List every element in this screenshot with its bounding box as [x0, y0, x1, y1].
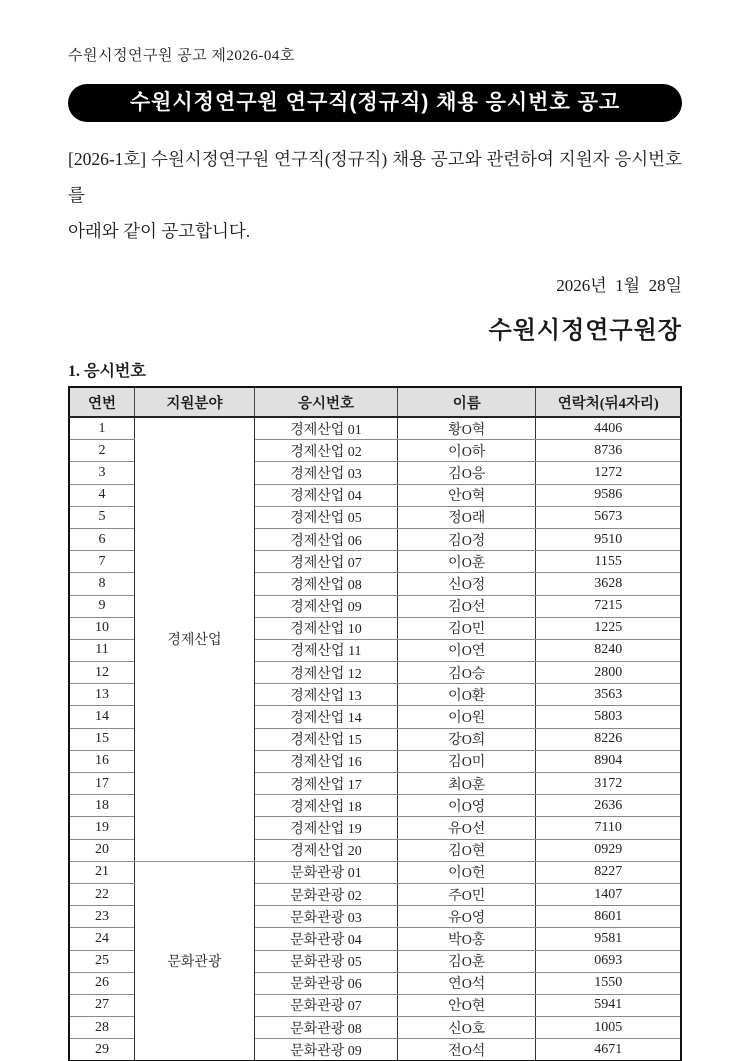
header-row-number: 연번 [69, 387, 134, 417]
header-name: 이름 [398, 387, 536, 417]
row-number-cell: 20 [69, 839, 134, 861]
section-title: 1. 응시번호 [68, 363, 146, 380]
name-cell: 이O영 [398, 795, 536, 817]
exam-number-cell: 경제산업 10 [254, 617, 397, 639]
row-number-cell: 29 [69, 1039, 134, 1061]
exam-number-cell: 경제산업 17 [254, 773, 397, 795]
name-cell: 유O선 [398, 817, 536, 839]
phone-cell: 1407 [536, 883, 681, 905]
name-cell: 주O민 [398, 883, 536, 905]
phone-cell: 7110 [536, 817, 681, 839]
row-number-cell: 18 [69, 795, 134, 817]
table-row [69, 417, 681, 440]
phone-cell: 3563 [536, 684, 681, 706]
row-number-cell: 27 [69, 994, 134, 1016]
row-number-cell: 2 [69, 440, 134, 462]
exam-number-cell: 문화관광 09 [254, 1039, 397, 1061]
name-cell: 강O희 [398, 728, 536, 750]
phone-cell: 3172 [536, 773, 681, 795]
phone-cell: 8240 [536, 639, 681, 661]
exam-number-cell: 문화관광 04 [254, 928, 397, 950]
row-number-cell: 3 [69, 462, 134, 484]
row-number-cell: 8 [69, 573, 134, 595]
name-cell: 이O연 [398, 639, 536, 661]
row-number-cell: 5 [69, 506, 134, 528]
row-number-cell: 16 [69, 750, 134, 772]
row-number-cell: 14 [69, 706, 134, 728]
name-cell: 이O환 [398, 684, 536, 706]
exam-number-cell: 문화관광 02 [254, 883, 397, 905]
applicant-table [68, 386, 682, 1061]
exam-number-cell: 경제산업 11 [254, 639, 397, 661]
exam-number-cell: 경제산업 05 [254, 506, 397, 528]
row-number-cell: 11 [69, 639, 134, 661]
exam-number-cell: 문화관광 07 [254, 994, 397, 1016]
name-cell: 이O훈 [398, 551, 536, 573]
phone-cell: 5673 [536, 506, 681, 528]
row-number-cell: 26 [69, 972, 134, 994]
name-cell: 김O현 [398, 839, 536, 861]
applicant-table-body [69, 417, 681, 1061]
row-number-cell: 7 [69, 551, 134, 573]
phone-cell: 9581 [536, 928, 681, 950]
name-cell: 김O응 [398, 462, 536, 484]
name-cell: 황O혁 [398, 417, 536, 440]
exam-number-cell: 문화관광 08 [254, 1017, 397, 1039]
phone-cell: 2636 [536, 795, 681, 817]
row-number-cell: 24 [69, 928, 134, 950]
phone-cell: 1225 [536, 617, 681, 639]
header-phone: 연락처(뒤4자리) [536, 387, 681, 417]
phone-cell: 4671 [536, 1039, 681, 1061]
exam-number-cell: 경제산업 16 [254, 750, 397, 772]
field-group-cell: 경제산업 [134, 417, 254, 861]
phone-cell: 0929 [536, 839, 681, 861]
name-cell: 박O홍 [398, 928, 536, 950]
signer-title: 수원시정연구원장 [488, 318, 682, 344]
phone-cell: 5803 [536, 706, 681, 728]
phone-cell: 1155 [536, 551, 681, 573]
name-cell: 신O호 [398, 1017, 536, 1039]
phone-cell: 3628 [536, 573, 681, 595]
phone-cell: 2800 [536, 662, 681, 684]
exam-number-cell: 경제산업 13 [254, 684, 397, 706]
row-number-cell: 25 [69, 950, 134, 972]
row-number-cell: 10 [69, 617, 134, 639]
phone-cell: 9510 [536, 528, 681, 550]
name-cell: 유O영 [398, 906, 536, 928]
name-cell: 김O승 [398, 662, 536, 684]
exam-number-cell: 경제산업 06 [254, 528, 397, 550]
phone-cell: 8226 [536, 728, 681, 750]
row-number-cell: 28 [69, 1017, 134, 1039]
name-cell: 이O헌 [398, 861, 536, 883]
name-cell: 김O미 [398, 750, 536, 772]
row-number-cell: 15 [69, 728, 134, 750]
row-number-cell: 23 [69, 906, 134, 928]
phone-cell: 0693 [536, 950, 681, 972]
document-content [68, 0, 682, 1061]
exam-number-cell: 경제산업 04 [254, 484, 397, 506]
notice-number: 수원시정연구원 공고 제2026-04호 [68, 48, 295, 64]
name-cell: 연O석 [398, 972, 536, 994]
name-cell: 정O래 [398, 506, 536, 528]
row-number-cell: 4 [69, 484, 134, 506]
exam-number-cell: 경제산업 02 [254, 440, 397, 462]
exam-number-cell: 경제산업 08 [254, 573, 397, 595]
header-exam-number: 응시번호 [254, 387, 397, 417]
row-number-cell: 13 [69, 684, 134, 706]
exam-number-cell: 경제산업 15 [254, 728, 397, 750]
row-number-cell: 19 [69, 817, 134, 839]
phone-cell: 8601 [536, 906, 681, 928]
phone-cell: 5941 [536, 994, 681, 1016]
name-cell: 김O민 [398, 617, 536, 639]
exam-number-cell: 문화관광 01 [254, 861, 397, 883]
exam-number-cell: 경제산업 09 [254, 595, 397, 617]
body-line-2: 아래와 같이 공고합니다. [68, 221, 251, 241]
row-number-cell: 12 [69, 662, 134, 684]
field-group-cell: 문화관광 [134, 861, 254, 1061]
exam-number-cell: 경제산업 01 [254, 417, 397, 440]
name-cell: 안O혁 [398, 484, 536, 506]
name-cell: 이O하 [398, 440, 536, 462]
name-cell: 최O훈 [398, 773, 536, 795]
exam-number-cell: 경제산업 18 [254, 795, 397, 817]
table-header [69, 387, 681, 417]
body-paragraph [68, 141, 682, 249]
name-cell: 이O원 [398, 706, 536, 728]
name-cell: 안O현 [398, 994, 536, 1016]
phone-cell: 1272 [536, 462, 681, 484]
phone-cell: 7215 [536, 595, 681, 617]
phone-cell: 1550 [536, 972, 681, 994]
name-cell: 김O선 [398, 595, 536, 617]
phone-cell: 8904 [536, 750, 681, 772]
phone-cell: 8227 [536, 861, 681, 883]
name-cell: 전O석 [398, 1039, 536, 1061]
row-number-cell: 22 [69, 883, 134, 905]
row-number-cell: 9 [69, 595, 134, 617]
phone-cell: 8736 [536, 440, 681, 462]
exam-number-cell: 경제산업 20 [254, 839, 397, 861]
document-title: 수원시정연구원 연구직(정규직) 채용 응시번호 공고 [129, 91, 621, 114]
announcement-date: 2026년 1월 28일 [556, 276, 682, 295]
table-row [69, 861, 681, 883]
row-number-cell: 17 [69, 773, 134, 795]
header-field: 지원분야 [134, 387, 254, 417]
exam-number-cell: 문화관광 06 [254, 972, 397, 994]
name-cell: 신O정 [398, 573, 536, 595]
row-number-cell: 1 [69, 417, 134, 440]
row-number-cell: 21 [69, 861, 134, 883]
title-banner [68, 84, 682, 122]
exam-number-cell: 문화관광 05 [254, 950, 397, 972]
exam-number-cell: 경제산업 12 [254, 662, 397, 684]
name-cell: 김O훈 [398, 950, 536, 972]
body-line-1: [2026-1호] 수원시정연구원 연구직(정규직) 채용 공고와 관련하여 지원자 응시번호를 [68, 149, 682, 205]
exam-number-cell: 경제산업 14 [254, 706, 397, 728]
exam-number-cell: 경제산업 19 [254, 817, 397, 839]
exam-number-cell: 경제산업 07 [254, 551, 397, 573]
row-number-cell: 6 [69, 528, 134, 550]
phone-cell: 9586 [536, 484, 681, 506]
phone-cell: 4406 [536, 417, 681, 440]
phone-cell: 1005 [536, 1017, 681, 1039]
exam-number-cell: 경제산업 03 [254, 462, 397, 484]
exam-number-cell: 문화관광 03 [254, 906, 397, 928]
name-cell: 김O정 [398, 528, 536, 550]
